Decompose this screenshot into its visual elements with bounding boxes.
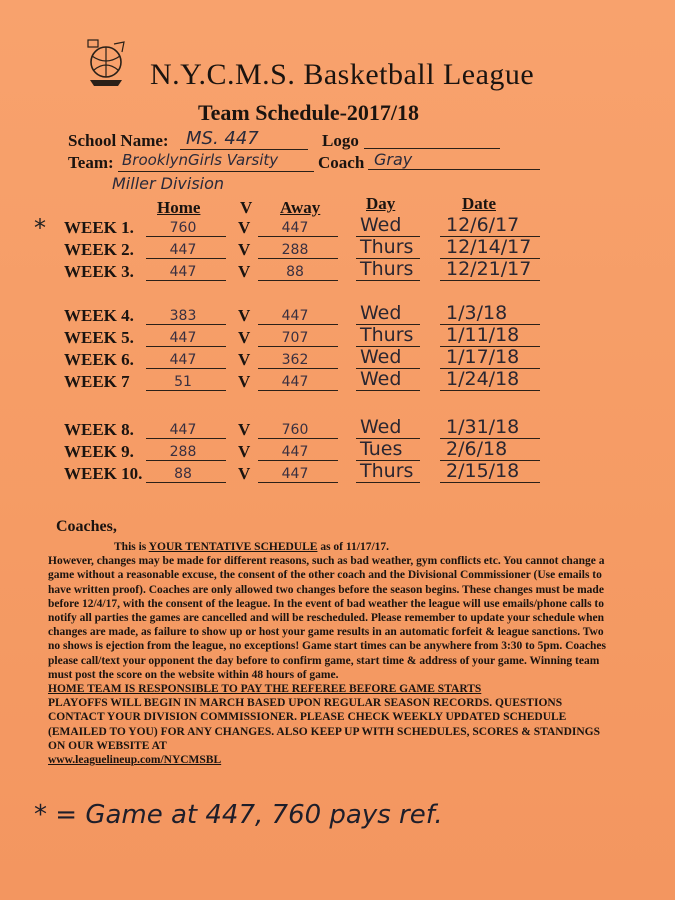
notes-body: However, changes may be made for different reasons, such as bad weather, gym conflicts etc. You cannot change a game without a reasonable excuse, the consent of the other coach and the Divisional Commissioner (Use emails to have written proof). Coaches are only allowed two changes before the season begins. These changes must be made before 12/4/17, with the consent of the league. In the event of bad weather the league will use emails/phone calls to notify all parties the games are cancelled and will be rescheduled. Please remember to update your schedule when changes are made, as failure to show up or host your game results in an automatic forfeit & league sanctions. Two no shows is ejection from the league, no exceptions! Game start times can be anywhere from 3:30 to 5pm. Coaches please call/text your opponent the day before to confirm game, start time & address of your game. Winning team must post the score on the website within 48 hours of game. [48, 555, 606, 681]
away-team: 447 [281, 466, 309, 482]
versus-mark: V [238, 306, 251, 325]
fill-in-underline [258, 438, 338, 439]
fill-in-underline [258, 236, 338, 237]
away-team: 447 [281, 308, 309, 324]
team-label: Team: [68, 153, 114, 172]
game-day: Thurs [360, 324, 414, 346]
fill-in-underline [356, 280, 420, 281]
coach-label: Coach [318, 153, 365, 172]
fill-in-underline [146, 438, 226, 439]
division-value: Miller Division [112, 174, 225, 193]
notes-block [48, 540, 608, 767]
week-label: WEEK 9. [64, 442, 134, 461]
home-team: 88 [174, 466, 192, 482]
home-team: 447 [169, 352, 197, 368]
game-date: 12/6/17 [446, 214, 520, 236]
away-team: 447 [281, 374, 309, 390]
notes-caps: PLAYOFFS WILL BEGIN IN MARCH BASED UPON REGULAR SEASON RECORDS. QUESTIONS CONTACT YOUR DIVISION COMMISSIONER. PLEASE CHECK WEEKLY UPDATED SCHEDULE (EMAILED TO YOU) FOR ANY CHANGES. ALSO KEEP UP WITH SCHEDULES, SCORES & STANDINGS ON OUR WEBSITE AT [48, 697, 601, 752]
col-v: V [240, 198, 253, 217]
home-team: 447 [169, 330, 197, 346]
game-day: Wed [360, 368, 402, 390]
week-label: WEEK 10. [64, 464, 143, 483]
game-date: 1/11/18 [446, 324, 520, 346]
game-day: Thurs [360, 460, 414, 482]
away-team: 447 [281, 444, 309, 460]
fill-in-underline [258, 368, 338, 369]
game-day: Wed [360, 214, 402, 236]
col-home: Home [157, 198, 201, 217]
week-label: WEEK 4. [64, 306, 134, 325]
versus-mark: V [238, 240, 251, 259]
home-team: 447 [169, 422, 197, 438]
home-team: 447 [169, 242, 197, 258]
col-away: Away [280, 198, 321, 217]
game-day: Wed [360, 302, 402, 324]
fill-in-underline [440, 390, 540, 391]
versus-mark: V [238, 328, 251, 347]
fill-in-underline [258, 280, 338, 281]
league-website-link[interactable]: www.leaguelineup.com/NYCMSBL [48, 754, 222, 767]
fill-in-underline [146, 280, 226, 281]
away-team: 760 [281, 422, 309, 438]
home-team: 51 [174, 374, 192, 390]
schedule-subtitle: Team Schedule-2017/18 [198, 100, 420, 125]
fill-in-underline [440, 482, 540, 483]
school-name-label: School Name: [68, 131, 169, 150]
fill-in-underline [146, 236, 226, 237]
fill-in-underline [146, 368, 226, 369]
game-day: Wed [360, 346, 402, 368]
versus-mark: V [238, 350, 251, 369]
fill-in-underline [258, 346, 338, 347]
fill-in-underline [258, 324, 338, 325]
notes-tentative-emphasis: YOUR TENTATIVE SCHEDULE [148, 541, 318, 553]
notes-line1-suffix: as of 11/17/17. [317, 541, 390, 553]
fill-in-underline [146, 324, 226, 325]
week-label: WEEK 7 [64, 372, 130, 391]
game-date: 2/6/18 [446, 438, 508, 460]
league-title: N.Y.C.M.S. Basketball League [150, 58, 535, 91]
handwritten-footnote: * = Game at 447, 760 pays ref. [34, 800, 443, 830]
fill-in-underline [146, 460, 226, 461]
away-team: 447 [281, 220, 309, 236]
fill-in-underline [146, 346, 226, 347]
game-date: 2/15/18 [446, 460, 520, 482]
team-value: BrooklynGirls Varsity [122, 151, 279, 169]
fill-in-underline [146, 258, 226, 259]
col-day: Day [366, 194, 396, 213]
game-date: 12/21/17 [446, 258, 532, 280]
game-date: 1/24/18 [446, 368, 520, 390]
home-team: 447 [169, 264, 197, 280]
game-day: Thurs [360, 236, 414, 258]
versus-mark: V [238, 420, 251, 439]
week-label: WEEK 6. [64, 350, 134, 369]
asterisk-mark-icon: * [34, 214, 46, 242]
game-day: Thurs [360, 258, 414, 280]
fill-in-underline [258, 258, 338, 259]
fill-in-underline [258, 390, 338, 391]
fill-in-underline [146, 482, 226, 483]
fill-in-underline [440, 280, 540, 281]
notes-referee: HOME TEAM IS RESPONSIBLE TO PAY THE REFEREE BEFORE GAME STARTS [48, 683, 482, 696]
week-label: WEEK 1. [64, 218, 134, 237]
away-team: 362 [281, 352, 309, 368]
fill-in-underline [146, 390, 226, 391]
week-label: WEEK 2. [64, 240, 134, 259]
game-date: 12/14/17 [446, 236, 532, 258]
fill-in-underline [356, 482, 420, 483]
game-date: 1/31/18 [446, 416, 520, 438]
fill-in-underline [258, 460, 338, 461]
versus-mark: V [238, 442, 251, 461]
game-day: Tues [360, 438, 403, 460]
logo-label: Logo [322, 131, 359, 150]
home-team: 760 [169, 220, 197, 236]
home-team: 383 [169, 308, 197, 324]
week-label: WEEK 5. [64, 328, 134, 347]
school-name-value: MS. 447 [186, 128, 259, 149]
col-date: Date [462, 194, 496, 213]
game-day: Wed [360, 416, 402, 438]
away-team: 88 [286, 264, 304, 280]
versus-mark: V [238, 218, 251, 237]
away-team: 288 [281, 242, 309, 258]
week-label: WEEK 3. [64, 262, 134, 281]
fill-in-underline [258, 482, 338, 483]
versus-mark: V [238, 464, 251, 483]
versus-mark: V [238, 262, 251, 281]
league-logo-icon [84, 36, 130, 90]
coaches-greeting: Coaches, [56, 518, 117, 535]
fill-in-underline [356, 390, 420, 391]
game-date: 1/17/18 [446, 346, 520, 368]
notes-line1-prefix: This is [114, 541, 149, 553]
away-team: 707 [281, 330, 309, 346]
coach-value: Gray [374, 150, 413, 169]
week-label: WEEK 8. [64, 420, 134, 439]
home-team: 288 [169, 444, 197, 460]
versus-mark: V [238, 372, 251, 391]
game-date: 1/3/18 [446, 302, 508, 324]
